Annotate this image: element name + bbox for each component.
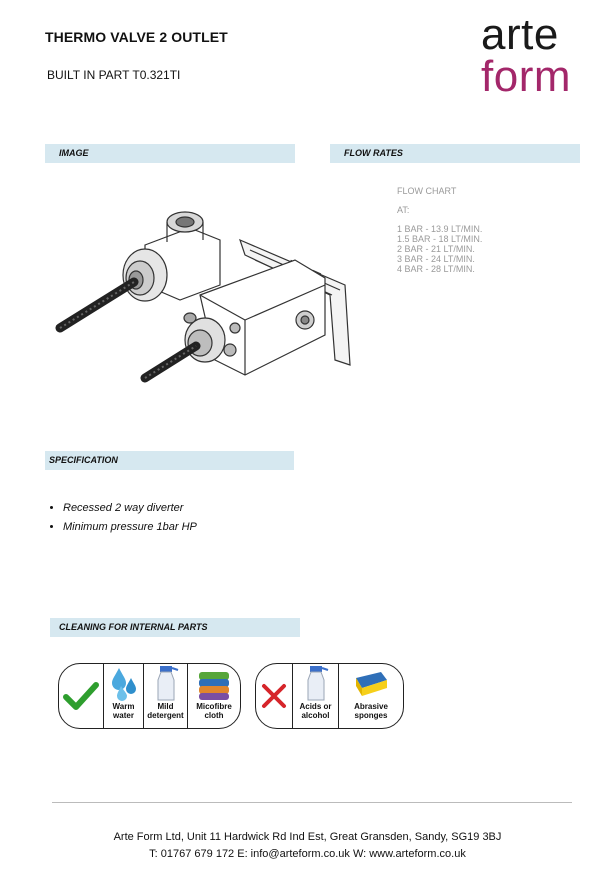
cleaning-label-line: cloth: [204, 711, 224, 720]
cleaning-microfibre-cloth: [187, 664, 240, 728]
cleaning-label-line: Mild: [157, 702, 174, 711]
flow-rate-item: 1 BAR - 13.9 LT/MIN.: [397, 224, 483, 234]
cleaning-mild-detergent: [143, 664, 187, 728]
flow-rate-item: 1.5 BAR - 18 LT/MIN.: [397, 234, 483, 244]
specification-item: • Recessed 2 way diverter: [63, 502, 197, 514]
cleaning-label-line: detergent: [147, 711, 184, 720]
cross-icon: [260, 682, 288, 710]
product-subtitle: BUILT IN PART T0.321TI: [47, 68, 181, 82]
logo-line-2: form: [481, 51, 571, 101]
specification-list: [45, 502, 197, 540]
cleaning-label-line: Micofibre: [196, 702, 232, 711]
water-drops-icon: [107, 664, 141, 702]
suitable-indicator: [59, 664, 103, 728]
valve-illustration: [50, 200, 360, 390]
checkmark-icon: [63, 681, 99, 711]
flow-rate-item: 4 BAR - 28 LT/MIN.: [397, 264, 475, 274]
logo-line-1: arte: [481, 10, 559, 59]
spray-bottle-icon: [152, 664, 180, 702]
cloth-stack-icon: [196, 664, 232, 702]
flow-rate-item: 3 BAR - 24 LT/MIN.: [397, 254, 475, 264]
flow-chart-block: [397, 186, 482, 274]
suitable-cleaning-box: [58, 663, 241, 729]
flow-section-header: FLOW RATES: [330, 144, 580, 163]
unsuitable-cleaning-box: [255, 663, 404, 729]
spray-bottle-icon: [302, 664, 330, 702]
footer-contact: T: 01767 679 172 E: info@arteform.co.uk W: www.arteform.co.uk: [149, 848, 466, 860]
footer-address: Arte Form Ltd, Unit 11 Hardwick Rd Ind Est, Great Gransden, Sandy, SG19 3BJ: [113, 831, 502, 843]
cleaning-label-line: Acids or: [299, 702, 332, 711]
specification-section-header: SPECIFICATION: [45, 451, 294, 470]
specification-item: • Minimum pressure 1bar HP: [63, 521, 197, 533]
flow-chart-heading: FLOW CHART: [397, 186, 457, 196]
cleaning-label-line: sponges: [354, 711, 388, 720]
image-section-header: IMAGE: [45, 144, 295, 163]
footer-divider: [52, 802, 572, 803]
cleaning-acids-alcohol: [292, 664, 338, 728]
cleaning-abrasive-sponges: [338, 664, 403, 728]
unsuitable-indicator: [256, 664, 292, 728]
sponge-icon: [351, 664, 391, 702]
cleaning-label-line: Warm: [112, 702, 135, 711]
cleaning-label-line: alcohol: [301, 711, 330, 720]
product-title: THERMO VALVE 2 OUTLET: [45, 29, 228, 45]
cleaning-label-line: Abrasive: [354, 702, 388, 711]
cleaning-label-line: water: [113, 711, 134, 720]
flow-chart-at: AT:: [397, 205, 410, 215]
flow-rate-item: 2 BAR - 21 LT/MIN.: [397, 244, 475, 254]
cleaning-warm-water: [103, 664, 143, 728]
brand-logo: [481, 10, 571, 101]
cleaning-section-header: CLEANING FOR INTERNAL PARTS: [50, 618, 300, 637]
